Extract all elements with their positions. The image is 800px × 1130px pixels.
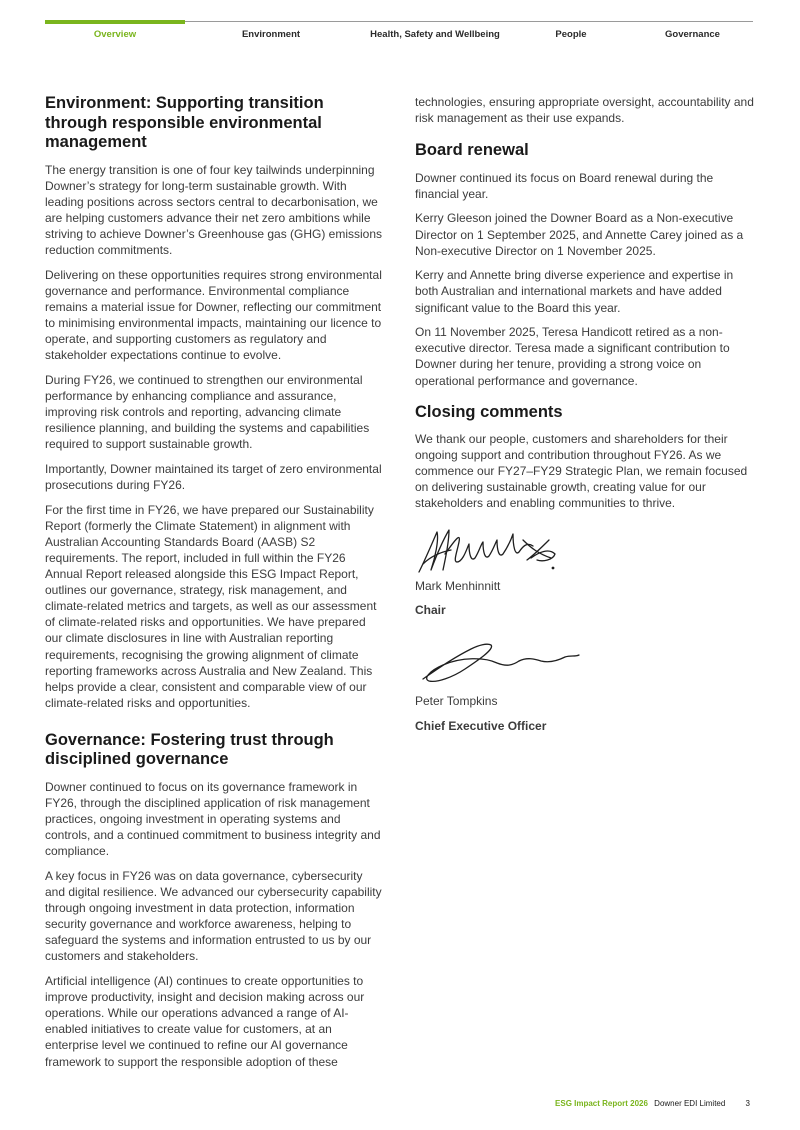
- closing-heading: Closing comments: [415, 402, 563, 421]
- right-column: [415, 94, 755, 742]
- closing-paragraph: We thank our people, customers and shareholders for their ongoing support and contribution throughout FY26. As we commence our FY27–FY29 Strategic Plan, we remain focused on delivering sustainable growth, creating value for our stakeholders and enabling communities to thrive.: [415, 432, 748, 511]
- footer-company: Downer EDI Limited: [654, 1099, 726, 1108]
- footer-report-title: ESG Impact Report 2026: [555, 1099, 648, 1108]
- tab-health-safety-wellbeing[interactable]: Health, Safety and Wellbeing: [370, 29, 500, 40]
- signer-role: Chair: [415, 603, 446, 618]
- chair-signature: [415, 518, 585, 578]
- governance-paragraph: A key focus in FY26 was on data governance, cybersecurity and digital resilience. We advanced our cybersecurity capability through ongoing investment in data protection, information security governance and workforce awareness, helping to safeguard the systems and information entrusted to us by our customers and stakeholders.: [45, 868, 382, 964]
- board-renewal-paragraph: Kerry Gleeson joined the Downer Board as a Non-executive Director on 1 September 2025, and Annette Carey joined as a Non-executive Director on 1 November 2025.: [415, 211, 744, 258]
- left-column: [45, 94, 385, 1078]
- environment-paragraph: Delivering on these opportunities requires strong environmental governance and performance. Environmental compliance remains a material issue for Downer, reflecting our commitment to minimising environmental impacts, maintaining our licence to operate, and supporting customers as regulatory and stakeholder expectations continue to evolve.: [45, 267, 382, 363]
- page-number: 3: [745, 1099, 750, 1108]
- tab-governance[interactable]: Governance: [665, 29, 720, 40]
- page-footer: [555, 1099, 750, 1108]
- board-renewal-paragraph: On 11 November 2025, Teresa Handicott retired as a non-executive director. Teresa made a significant contribution to Downer during her tenure, providing a strong voice on operational performance and governance.: [415, 325, 730, 388]
- environment-heading: Environment: Supporting transition through responsible environmental management: [45, 94, 324, 151]
- signer-name: Peter Tompkins: [415, 693, 498, 708]
- governance-heading: Governance: Fostering trust through disciplined governance: [45, 730, 334, 769]
- ceo-signature: [415, 627, 585, 693]
- governance-paragraph: Downer continued to focus on its governance framework in FY26, through the disciplined application of risk management practices, ongoing investment in operating systems and controls, and a continued commitment to business integrity and compliance.: [45, 779, 381, 859]
- tab-environment[interactable]: Environment: [241, 29, 301, 40]
- board-renewal-heading: Board renewal: [415, 141, 529, 160]
- signer-role: Chief Executive Officer: [415, 718, 547, 733]
- tab-overview[interactable]: Overview: [45, 22, 185, 48]
- governance-paragraph: Artificial intelligence (AI) continues to create opportunities to improve productivity, insight and decision making across our operations. While our operations advanced a range of AI-enabled initiatives to create value for customers, at an enterprise level we continued to refine our AI governance framework to support the responsible adoption of these: [45, 974, 365, 1069]
- environment-paragraph: During FY26, we continued to strengthen our environmental performance by enhancing compliance and assurance, improving risk controls and reporting, advancing climate resilience planning, and building the systems and capabilities required to support sustainable growth.: [45, 372, 370, 452]
- environment-paragraph: The energy transition is one of four key tailwinds underpinning Downer’s strategy for long-term sustainable growth. With leading positions across sectors central to decarbonisation, we are helping customers advance their net zero ambitions while striving to achieve Downer’s Greenhouse gas (GHG) emissions reduction commitments.: [45, 162, 383, 257]
- board-renewal-paragraph: Downer continued its focus on Board renewal during the financial year.: [415, 170, 714, 201]
- governance-continued-paragraph: technologies, ensuring appropriate oversight, accountability and risk management as their use expands.: [415, 95, 754, 126]
- environment-paragraph: Importantly, Downer maintained its target of zero environmental prosecutions during FY26.: [45, 461, 382, 492]
- section-nav: [45, 21, 753, 48]
- tab-people[interactable]: People: [555, 29, 587, 40]
- environment-paragraph: For the first time in FY26, we have prepared our Sustainability Report (formerly the Climate Statement) in alignment with Australian Accounting Standards Board (AASB) S2 requirements. The report, included in full within the FY26 Annual Report released alongside this ESG Impact Report, outlines our governance, strategy, risk management, and climate-related metrics and targets, as well as our assessment of climate-related risks and opportunities. We have prepared our climate disclosures in line with Australian reporting requirements, recognising the growing alignment of climate reporting frameworks across Australia and New Zealand. This helps provide a clear, consistent and comparable view of our climate-related risks and opportunities.: [45, 502, 377, 710]
- signer-name: Mark Menhinnitt: [415, 578, 501, 593]
- board-renewal-paragraph: Kerry and Annette bring diverse experience and expertise in both Australian and international markets and have added significant value to the Board this year.: [415, 268, 734, 315]
